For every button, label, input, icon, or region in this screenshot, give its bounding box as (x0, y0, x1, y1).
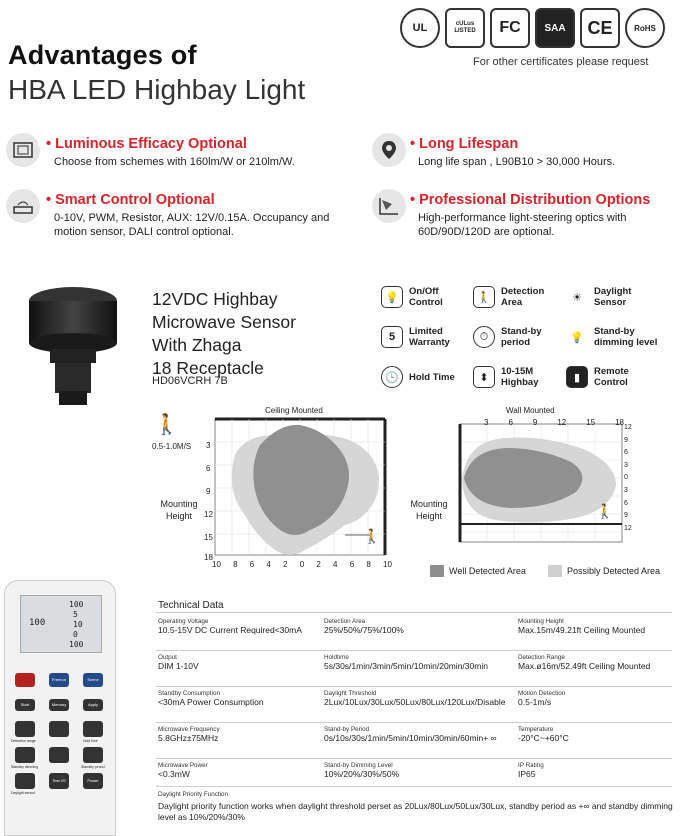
tech-cell: Output DIM 1-10V (158, 654, 199, 671)
y-tick: 6 (206, 464, 211, 473)
start-button[interactable]: Start (15, 699, 35, 711)
detection-area-icon: 🚶 (473, 286, 495, 308)
ceiling-title: Ceiling Mounted (265, 406, 323, 415)
distribution-icon (372, 189, 406, 223)
wall-person-icon: 🚶 (596, 504, 614, 520)
efficacy-icon (6, 133, 40, 167)
dimming-level-icon: 💡 (570, 331, 584, 344)
remote-control-icon: ▮ (566, 366, 588, 388)
tech-title: Technical Data (158, 600, 224, 611)
tech-cell: Mounting Height Max.15m/49.21ft Ceiling Mounted (518, 618, 646, 635)
divider (156, 758, 672, 759)
y-tick: 18 (204, 553, 213, 562)
tech-cell: Microwave Frequency 5.8GHz±75MHz (158, 726, 220, 743)
ce-cert-icon: CE (580, 8, 620, 48)
standby-dimming-button[interactable] (15, 747, 35, 763)
culus-cert-icon: cULus LISTED (445, 8, 485, 48)
divider (156, 722, 672, 723)
tech-cell: Holdtime 5s/30s/1min/3min/5min/10min/20min/30min (324, 654, 488, 671)
tech-cell: Daylight Threshold 2Lux/10Lux/30Lux/50Lux/80Lux/120Lux/Disable (324, 690, 506, 707)
feature-smart-control (6, 189, 40, 223)
legend-swatch (430, 565, 444, 577)
down-button[interactable] (49, 747, 69, 763)
tech-cell: Temperature -20°C~+60°C (518, 726, 569, 743)
feature-desc: 0-10V, PWM, Resistor, AUX: 12V/0.15A. Occupancy and motion sensor, DALI control optional. (54, 212, 330, 238)
page-title: Advantages of (8, 40, 197, 70)
memory-button[interactable]: Memory (49, 699, 69, 711)
function-warranty: 5 Limited Warranty (381, 326, 469, 348)
daylight-priority-desc: Daylight priority function works when daylight threshold perset as 20Lux/80Lux/50Lux/30Lux, standby period as +∞ and standby dimming level as 10%/20%/30% (158, 801, 673, 822)
legend-swatch (548, 565, 562, 577)
power-button[interactable] (15, 673, 35, 687)
feature-distribution (372, 189, 406, 223)
function-onoff: 💡 On/Off Control (381, 286, 469, 308)
certifications (400, 8, 665, 48)
daylight-sensor-icon: ☀ (572, 291, 582, 304)
wall-mounting-height: Mounting Height (410, 499, 448, 521)
remote-label: Detection range (11, 739, 36, 743)
function-hold-time: 🕒 Hold Time (381, 366, 469, 388)
divider (156, 612, 672, 613)
freerun-button[interactable]: Freerun (49, 673, 69, 687)
detection-range-button[interactable] (15, 721, 35, 737)
function-standby-period: ⏱ Stand-by period (473, 326, 561, 348)
wall-diagram (456, 420, 626, 546)
tech-cell: Standby Consumption <30mA Power Consumption (158, 690, 264, 707)
tech-cell: Motion Detection 0.5-1m/s (518, 690, 566, 707)
standby-period-button[interactable] (83, 747, 103, 763)
legend-possible: Possibly Detected Area (548, 565, 660, 577)
feature-lifespan (372, 133, 406, 167)
function-detection-area: 🚶 Detection Area (473, 286, 561, 308)
feature-efficacy (6, 133, 40, 167)
tech-cell: Stand-by Dimming Level 10%/20%/30%/50% (324, 762, 400, 779)
wall-title: Wall Mounted (506, 406, 555, 415)
warranty-icon: 5 (381, 326, 403, 348)
ceiling-person-icon: 🚶 (363, 529, 381, 545)
highbay-icon: ⬍ (473, 366, 495, 388)
wall-right-ticks: 12 9 6 3 0 3 6 9 12 (624, 424, 632, 532)
motion-person-icon: 🚶 (154, 414, 179, 436)
product-title: 12VDC Highbay Microwave Sensor With Zhaga 18 Receptacle (152, 289, 296, 378)
sensor-product-image (22, 283, 124, 408)
lifespan-icon (372, 133, 406, 167)
y-tick: 3 (206, 441, 211, 450)
y-tick: 15 (204, 533, 213, 542)
test-button[interactable]: Test 2S (49, 773, 69, 789)
remote-label: Daylight sensor (11, 791, 36, 795)
feature-title: • Long Lifespan (410, 136, 519, 152)
tech-cell: Microwave Power <0.3mW (158, 762, 208, 779)
daylight-priority-label: Daylight Priority Function (158, 791, 228, 798)
scene-button[interactable]: Scene (83, 673, 103, 687)
apply-button[interactable]: Apply (83, 699, 103, 711)
function-dimming-level: 💡 Stand-by dimming level (566, 326, 669, 348)
function-remote: ▮ Remote Control (566, 366, 654, 388)
feature-title: • Luminous Efficacy Optional (46, 136, 247, 152)
tech-cell: Stand-by Period 0s/10s/30s/1min/5min/10min/30min/60min+ ∞ (324, 726, 497, 743)
ceiling-diagram (205, 415, 387, 575)
feature-desc: Choose from schemes with 160lm/W or 210lm/W. (54, 156, 295, 168)
feature-title: • Professional Distribution Options (410, 192, 651, 208)
ul-cert-icon: UL (400, 8, 440, 48)
remote-label: Hold time (83, 739, 98, 743)
tech-cell: IP Rating IP65 (518, 762, 544, 779)
hold-time-icon: 🕒 (381, 366, 403, 388)
tech-cell: Detection Area 25%/50%/75%/100% (324, 618, 404, 635)
remote-display: 100 5 100 10 0 100 (20, 595, 102, 653)
smart-control-icon (6, 189, 40, 223)
daylight-sensor-button[interactable] (15, 773, 35, 789)
tech-cell: Operating Voltage 10.5-15V DC Current Required<30mA (158, 618, 302, 635)
onoff-icon: 💡 (381, 286, 403, 308)
y-tick: 12 (204, 510, 213, 519)
divider (156, 786, 672, 787)
hold-time-button[interactable] (83, 721, 103, 737)
ceiling-x-ticks: 10 8 6 4 2 0 2 4 6 8 10 (212, 560, 392, 569)
power-level-button[interactable]: Power (83, 773, 103, 789)
rohs-cert-icon: RoHS (625, 8, 665, 48)
saa-cert-icon: SAA (535, 8, 575, 48)
fcc-cert-icon: FC (490, 8, 530, 48)
function-highbay: ⬍ 10-15M Highbay (473, 366, 561, 388)
feature-desc: High-performance light-steering optics with 60D/90D/120D are optional. (418, 212, 627, 238)
standby-period-icon: ⏱ (473, 326, 495, 348)
remote-control (4, 580, 116, 836)
product-code: HD06VCRH 7B (152, 375, 228, 387)
remote-label: Standby period (81, 765, 105, 769)
feature-desc: Long life span , L90B10 > 30,000 Hours. (418, 156, 616, 168)
function-daylight: ☀ Daylight Sensor (566, 286, 654, 308)
wall-top-ticks: 3 6 9 12 15 18 (484, 418, 624, 427)
cert-note: For other certificates please request (473, 56, 649, 68)
page-subtitle: HBA LED Highbay Light (8, 74, 306, 105)
up-button[interactable] (49, 721, 69, 737)
feature-title: • Smart Control Optional (46, 192, 215, 208)
divider (156, 650, 672, 651)
y-tick: 9 (206, 487, 211, 496)
divider (156, 686, 672, 687)
ceiling-mounting-height: Mounting Height (160, 499, 198, 521)
motion-speed: 0.5-1.0M/S (152, 442, 192, 451)
tech-cell: Detection Range Max.ø16m/52.49ft Ceiling Mounted (518, 654, 651, 671)
legend-well: Well Detected Area (430, 565, 526, 577)
remote-label: Standby dimming (11, 765, 39, 769)
